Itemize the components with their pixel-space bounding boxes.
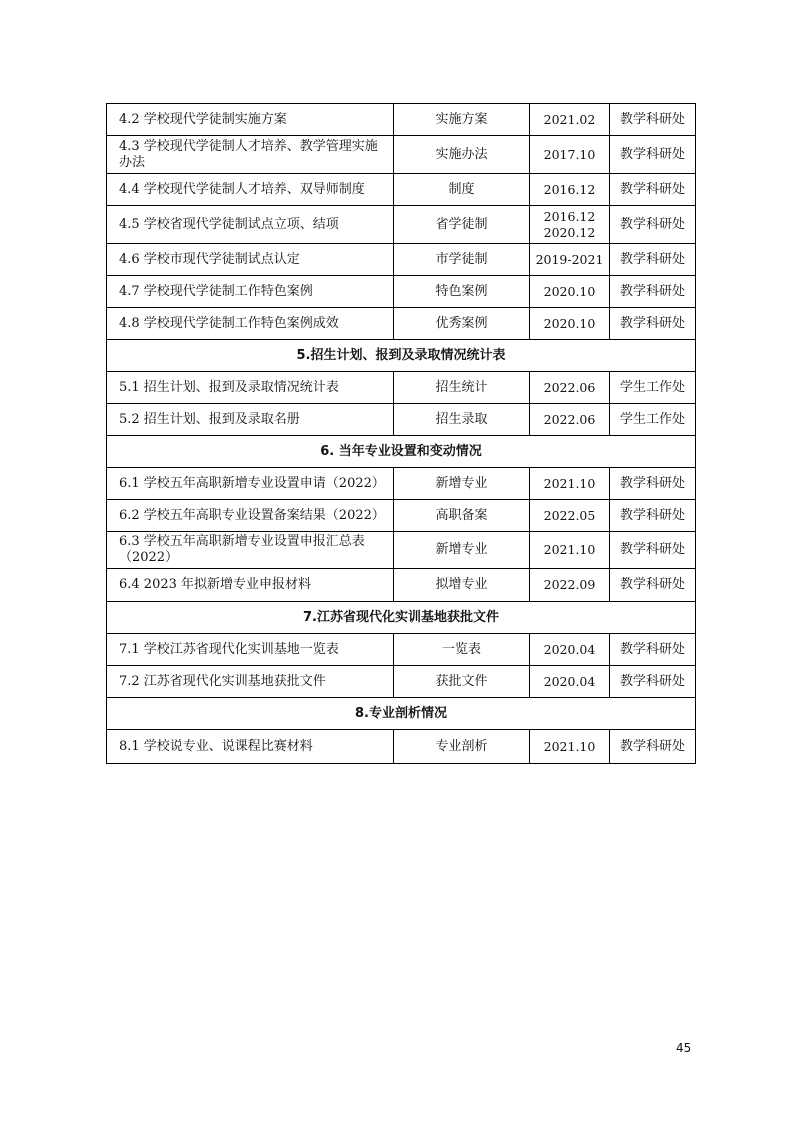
table-row	[107, 569, 696, 602]
item-name-line: （2022）	[119, 550, 179, 565]
item-department: 教学科研处	[610, 206, 696, 244]
table-row	[107, 730, 696, 764]
item-name: 8.1 学校说专业、说课程比赛材料	[107, 730, 394, 764]
item-date: 2017.10	[530, 136, 610, 174]
table-row	[107, 634, 696, 666]
item-department: 教学科研处	[610, 276, 696, 308]
section-heading: 6. 当年专业设置和变动情况	[107, 436, 696, 468]
section-heading: 7.江苏省现代化实训基地获批文件	[107, 602, 696, 634]
item-department: 教学科研处	[610, 308, 696, 340]
section-row	[107, 602, 696, 634]
item-date: 2022.06	[530, 372, 610, 404]
item-category: 获批文件	[394, 666, 530, 698]
item-department: 教学科研处	[610, 174, 696, 206]
table-row	[107, 372, 696, 404]
item-name-line: 4.3 学校现代学徒制人才培养、教学管理实施	[119, 138, 378, 154]
item-name: 4.4 学校现代学徒制人才培养、双导师制度	[107, 174, 394, 206]
section-row	[107, 436, 696, 468]
item-name-line: 办法	[119, 154, 146, 170]
item-date: 2022.06	[530, 404, 610, 436]
item-date: 2021.10	[530, 468, 610, 500]
item-name: 4.8 学校现代学徒制工作特色案例成效	[107, 308, 394, 340]
table-row	[107, 666, 696, 698]
item-date: 2022.05	[530, 500, 610, 532]
item-name	[107, 136, 394, 174]
item-category: 市学徒制	[394, 244, 530, 276]
item-name: 7.2 江苏省现代化实训基地获批文件	[107, 666, 394, 698]
document-table	[106, 103, 696, 764]
item-name: 4.6 学校市现代学徒制试点认定	[107, 244, 394, 276]
item-department: 教学科研处	[610, 136, 696, 174]
item-category: 招生录取	[394, 404, 530, 436]
item-category: 特色案例	[394, 276, 530, 308]
item-name: 4.2 学校现代学徒制实施方案	[107, 104, 394, 136]
item-category: 新增专业	[394, 468, 530, 500]
item-name: 6.2 学校五年高职专业设置备案结果（2022）	[107, 500, 394, 532]
section-heading: 5.招生计划、报到及录取情况统计表	[107, 340, 696, 372]
item-department: 教学科研处	[610, 500, 696, 532]
item-category: 省学徒制	[394, 206, 530, 244]
table-row	[107, 206, 696, 244]
item-date	[530, 206, 610, 244]
item-name: 6.1 学校五年高职新增专业设置申请（2022）	[107, 468, 394, 500]
item-category: 实施方案	[394, 104, 530, 136]
item-category: 高职备案	[394, 500, 530, 532]
item-category: 优秀案例	[394, 308, 530, 340]
item-date: 2022.09	[530, 569, 610, 602]
table-row	[107, 136, 696, 174]
item-department: 教学科研处	[610, 104, 696, 136]
item-name	[107, 532, 394, 569]
item-date-line: 2020.12	[543, 224, 596, 240]
item-name: 5.1 招生计划、报到及录取情况统计表	[107, 372, 394, 404]
item-department: 教学科研处	[610, 244, 696, 276]
item-department: 教学科研处	[610, 730, 696, 764]
item-date: 2020.10	[530, 276, 610, 308]
item-date: 2021.10	[530, 532, 610, 569]
table-row	[107, 404, 696, 436]
item-name: 7.1 学校江苏省现代化实训基地一览表	[107, 634, 394, 666]
item-category: 新增专业	[394, 532, 530, 569]
item-department: 教学科研处	[610, 569, 696, 602]
item-date: 2020.04	[530, 634, 610, 666]
table-row	[107, 244, 696, 276]
page-number: 45	[676, 1041, 692, 1055]
item-category: 制度	[394, 174, 530, 206]
item-category: 实施办法	[394, 136, 530, 174]
item-department: 学生工作处	[610, 372, 696, 404]
item-date: 2021.02	[530, 104, 610, 136]
table-row	[107, 104, 696, 136]
section-heading: 8.专业剖析情况	[107, 698, 696, 730]
item-department: 教学科研处	[610, 634, 696, 666]
item-department: 教学科研处	[610, 666, 696, 698]
item-department: 学生工作处	[610, 404, 696, 436]
item-date: 2016.12	[530, 174, 610, 206]
item-name: 4.7 学校现代学徒制工作特色案例	[107, 276, 394, 308]
item-date-line: 2016.12	[543, 208, 596, 224]
item-category: 招生统计	[394, 372, 530, 404]
table-row	[107, 500, 696, 532]
table-row	[107, 532, 696, 569]
item-date: 2020.04	[530, 666, 610, 698]
item-date: 2019-2021	[530, 244, 610, 276]
item-category: 拟增专业	[394, 569, 530, 602]
item-department: 教学科研处	[610, 532, 696, 569]
table-row	[107, 308, 696, 340]
section-row	[107, 340, 696, 372]
item-name: 6.4 2023 年拟新增专业申报材料	[107, 569, 394, 602]
item-name: 4.5 学校省现代学徒制试点立项、结项	[107, 206, 394, 244]
section-row	[107, 698, 696, 730]
item-date: 2020.10	[530, 308, 610, 340]
table-row	[107, 174, 696, 206]
item-category: 专业剖析	[394, 730, 530, 764]
item-category: 一览表	[394, 634, 530, 666]
item-department: 教学科研处	[610, 468, 696, 500]
item-name-line: 6.3 学校五年高职新增专业设置申报汇总表	[119, 534, 365, 549]
item-date: 2021.10	[530, 730, 610, 764]
table-row	[107, 276, 696, 308]
table-row	[107, 468, 696, 500]
item-name: 5.2 招生计划、报到及录取名册	[107, 404, 394, 436]
